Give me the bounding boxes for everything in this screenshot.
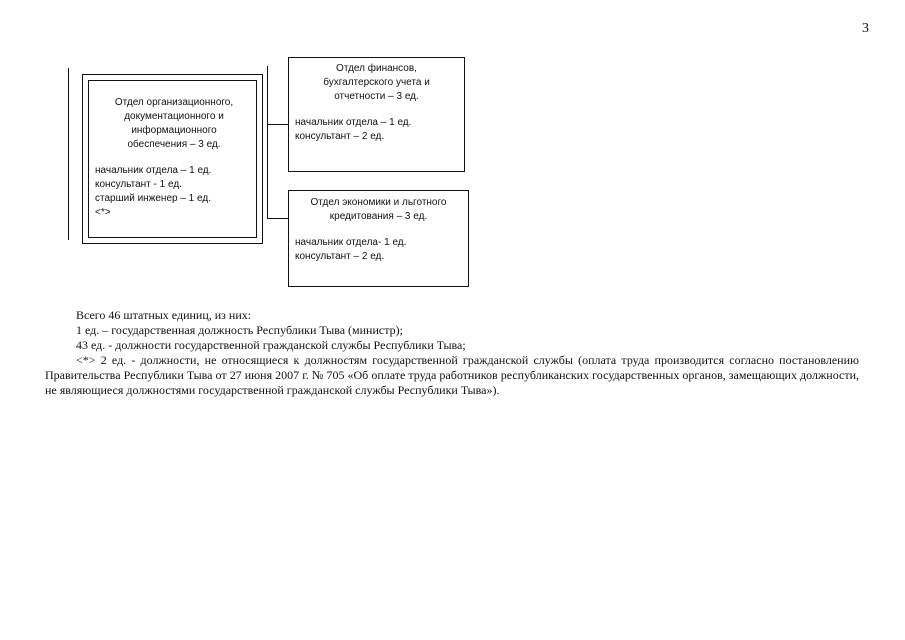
department-title-line: Отдел финансов, (336, 63, 417, 74)
staff-line: консультант – 2 ед. (295, 131, 385, 142)
department-title (295, 196, 462, 224)
department-title-line: Отдел экономики и льготного (310, 197, 447, 208)
staff-line: начальник отдела- 1 ед. (295, 237, 407, 248)
staff-note-marker: <*> (95, 207, 111, 218)
department-title-line: бухгалтерского учета и (323, 77, 430, 88)
summary-civil-service: 43 ед. - должности государственной гражданской службы Республики Тыва; (76, 338, 466, 352)
department-staff (295, 236, 462, 264)
staff-line: консультант – 2 ед. (295, 251, 385, 262)
summary-minister: 1 ед. – государственная должность Республики Тыва (министр); (76, 323, 403, 337)
department-title-line: Отдел организационного, (114, 97, 234, 108)
staff-summary (45, 308, 859, 398)
department-box-finance (288, 57, 465, 172)
staff-line: консультант - 1 ед. (95, 179, 182, 190)
staff-line: начальник отдела – 1 ед. (95, 165, 212, 176)
left-connector-line (68, 68, 69, 240)
staff-line: начальник отдела – 1 ед. (295, 117, 412, 128)
right-connector-line (267, 66, 268, 218)
department-title-line: кредитования – 3 ед. (329, 211, 428, 222)
department-staff (95, 164, 249, 220)
connector-branch-economy (267, 218, 288, 219)
department-box-organizational (82, 74, 263, 244)
summary-total: Всего 46 штатных единиц, из них: (76, 308, 252, 322)
connector-branch-finance (267, 124, 288, 125)
department-box-economy (288, 190, 469, 287)
summary-note: <*> 2 ед. - должности, не относящиеся к должностям государственной гражданской службы (оплата труда производится согласно постановлению Правительства Республики Тыва от 27 июня 2007 г. № 705 «Об оплате труда работников республиканских государственных органов, замещающих должности, не являющиеся должностями государственной гражданской службы Республики Тыва»). (45, 353, 859, 397)
department-staff (295, 116, 458, 144)
page-number: 3 (862, 21, 869, 36)
department-title-line: документационного и (124, 111, 224, 122)
department-title-line: обеспечения – 3 ед. (127, 139, 221, 150)
department-title-line: информационного (131, 125, 217, 136)
department-title (295, 62, 458, 104)
department-title-line: отчетности – 3 ед. (334, 91, 419, 102)
department-title (99, 96, 249, 152)
staff-line: старший инженер – 1 ед. (95, 193, 211, 204)
department-box-organizational-inner (88, 80, 257, 238)
